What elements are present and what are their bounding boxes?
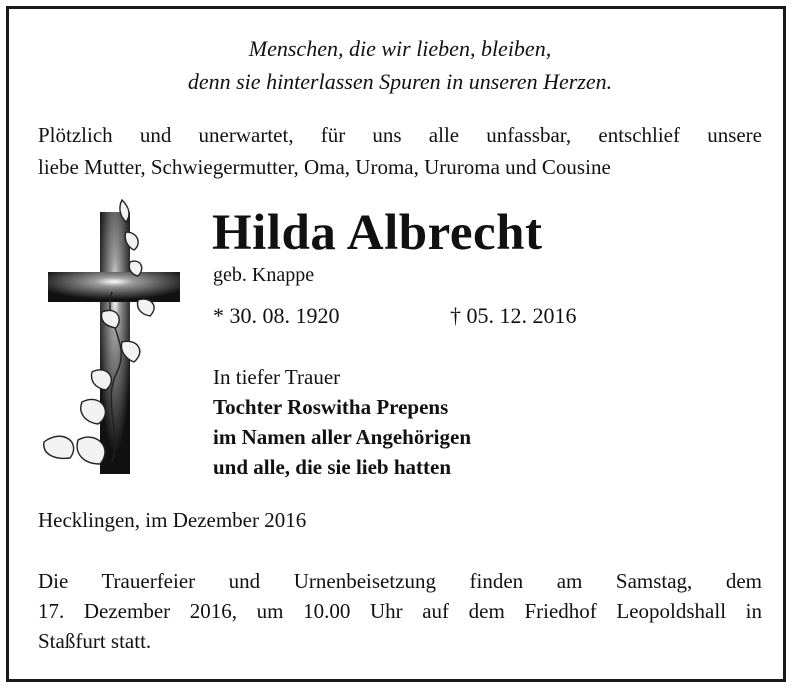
deceased-name: Hilda Albrecht xyxy=(212,205,543,261)
mourners-block xyxy=(213,362,471,482)
intro-line-2: liebe Mutter, Schwiegermutter, Oma, Uroma, Ururoma und Cousine xyxy=(38,155,611,179)
funeral-line-3: Staßfurt statt. xyxy=(38,629,152,653)
place-date: Hecklingen, im Dezember 2016 xyxy=(38,508,307,532)
funeral-line-1: Die Trauerfeier und Urnenbeisetzung finden am Samstag, dem xyxy=(38,569,762,593)
funeral-info xyxy=(38,566,762,656)
mourner-line-2: im Namen aller Angehörigen xyxy=(213,425,472,449)
intro-text xyxy=(38,119,762,183)
motto-line-2: denn sie hinterlassen Spuren in unseren Herzen. xyxy=(187,69,613,94)
mourner-line-1: Tochter Roswitha Prepens xyxy=(213,395,449,419)
motto-line-1: Menschen, die wir lieben, bleiben, xyxy=(248,36,552,61)
maiden-name: geb. Knappe xyxy=(213,264,315,286)
cross-with-ivy-icon xyxy=(42,192,182,482)
mourner-line-3: und alle, die sie lieb hatten xyxy=(213,455,452,479)
intro-line-1: Plötzlich und unerwartet, für uns alle unfassbar, entschlief unsere xyxy=(38,123,762,147)
motto xyxy=(0,32,800,98)
funeral-line-2: 17. Dezember 2016, um 10.00 Uhr auf dem Friedhof Leopoldshall in xyxy=(38,599,762,623)
mourners-heading: In tiefer Trauer xyxy=(213,365,341,389)
death-date: † 05. 12. 2016 xyxy=(450,303,577,328)
birth-date: * 30. 08. 1920 xyxy=(213,303,340,328)
